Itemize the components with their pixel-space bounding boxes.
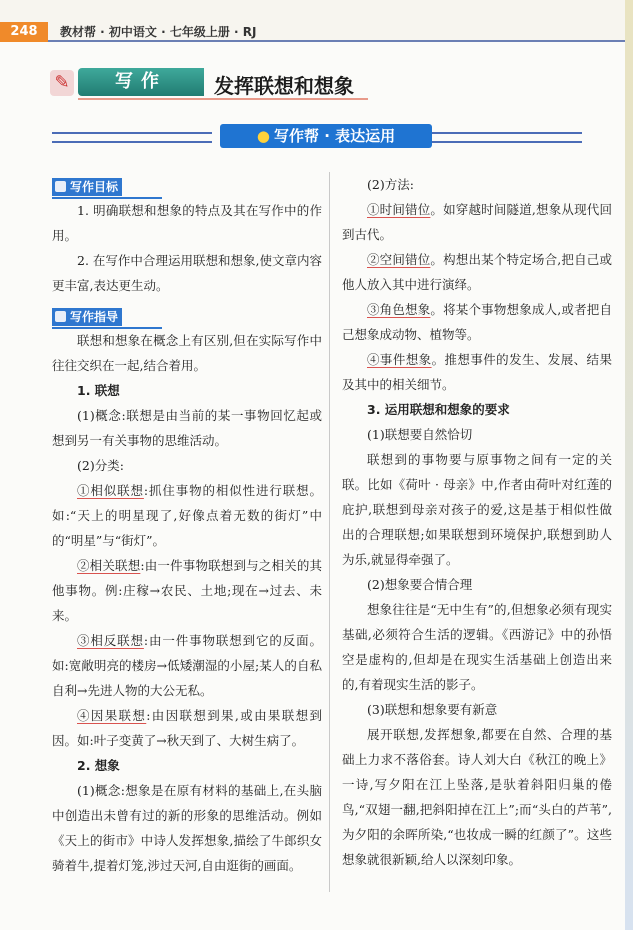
requirement-3-label: (3)联想和想象要有新意	[367, 702, 498, 717]
edge-band	[625, 0, 633, 930]
section-heading: 发挥联想和想象	[214, 74, 354, 98]
lightbulb-icon: ●	[256, 127, 270, 145]
classification-label: (2)分类:	[77, 458, 124, 473]
imagination-concept: (1)概念:想象是在原有材料的基础上,在头脑中创造出未曾有过的新的形象的思维活动。例如《天上的街市》中诗人发挥想象,描绘了牛郎织女骑着牛,提着灯笼,涉过天河,自由逛街的画面。	[52, 783, 322, 873]
method-2: ②空间错位。构想出某个特定场合,把自己或他人放入其中进行演绎。	[342, 252, 612, 292]
opposite-association: ③相反联想:由一件事物联想到它的反面。如:宽敞明亮的楼房→低矮潮湿的小屋;某人的自私自利→先进人物的大公无私。	[52, 633, 322, 698]
banner-rule-right	[432, 132, 582, 143]
banner-pill	[220, 124, 432, 148]
goal-tag: 写作目标	[52, 178, 122, 196]
note-icon	[55, 311, 66, 322]
heading-association: 1. 联想	[77, 383, 120, 398]
goal-1: 1. 明确联想和想象的特点及其在写作中的作用。	[52, 203, 322, 243]
guide-tag: 写作指导	[52, 308, 122, 326]
column-divider	[329, 172, 330, 892]
requirement-3-text: 展开联想,发挥想象,都要在自然、合理的基础上力求不落俗套。诗人刘大白《秋江的晚上》一诗,写夕阳在江上坠落,是驮着斜阳归巢的倦鸟,“双翅一翻,把斜阳掉在江上”;而“头白的芦苇”,为夕阳的余晖所染,“也妆成一瞬的红颜了”。这些想象就很新颖,给人以深刻印象。	[342, 727, 612, 867]
method-4: ④事件想象。推想事件的发生、发展、结果及其中的相关细节。	[342, 352, 612, 392]
similar-association: ①相似联想:抓住事物的相似性进行联想。如:“天上的明星现了,好像点着无数的街灯”中的“明星”与“街灯”。	[52, 483, 322, 548]
banner	[52, 124, 582, 148]
right-column	[342, 172, 612, 872]
method-1: ①时间错位。如穿越时间隧道,想象从现代回到古代。	[342, 202, 612, 242]
page-number: 248	[0, 22, 48, 42]
method-label: (2)方法:	[367, 177, 414, 192]
left-column	[52, 168, 322, 878]
banner-rule-left	[52, 132, 212, 143]
section-tag: 写作	[78, 68, 204, 96]
requirement-1-text: 联想到的事物要与原事物之间有一定的关联。比如《荷叶 · 母亲》中,作者由荷叶对红莲的庇护,联想到母亲对孩子的爱,这是基于相似性做出的合理联想;如果联想到环境保护,联想到助人为乐,就显得牵强了。	[342, 452, 612, 567]
related-association: ②相关联想:由一件事物联想到与之相关的其他事物。例:庄稼→农民、土地;现在→过去、未来。	[52, 558, 322, 623]
heading-imagination: 2. 想象	[77, 758, 120, 773]
guide-intro: 联想和想象在概念上有区别,但在实际写作中往往交织在一起,结合着用。	[52, 333, 322, 373]
requirement-1-label: (1)联想要自然恰切	[367, 427, 473, 442]
requirement-2-label: (2)想象要合情合理	[367, 577, 473, 592]
requirement-2-text: 想象往往是“无中生有”的,但想象必须有现实基础,必须符合生活的逻辑。《西游记》中的孙悟空是虚构的,但却是在现实生活基础上创造出来的,有着现实生活的影子。	[342, 602, 612, 692]
method-3: ③角色想象。将某个事物想象成人,或者把自己想象成动物、植物等。	[342, 302, 612, 342]
pen-paper-icon: ✎	[50, 70, 74, 96]
section-underline	[78, 98, 368, 100]
pencil-icon	[55, 181, 66, 192]
heading-requirements: 3. 运用联想和想象的要求	[367, 402, 510, 417]
banner-label: 写作帮 · 表达运用	[273, 127, 396, 145]
running-head: 教材帮 · 初中语文 · 七年级上册 · RJ	[60, 25, 257, 39]
causal-association: ④因果联想:由因联想到果,或由果联想到因。如:叶子变黄了→秋天到了、大树生病了。	[52, 708, 322, 748]
goal-2: 2. 在写作中合理运用联想和想象,使文章内容更丰富,表达更生动。	[52, 253, 322, 293]
association-concept: (1)概念:联想是由当前的某一事物回忆起或想到另一有关事物的思维活动。	[52, 408, 322, 448]
